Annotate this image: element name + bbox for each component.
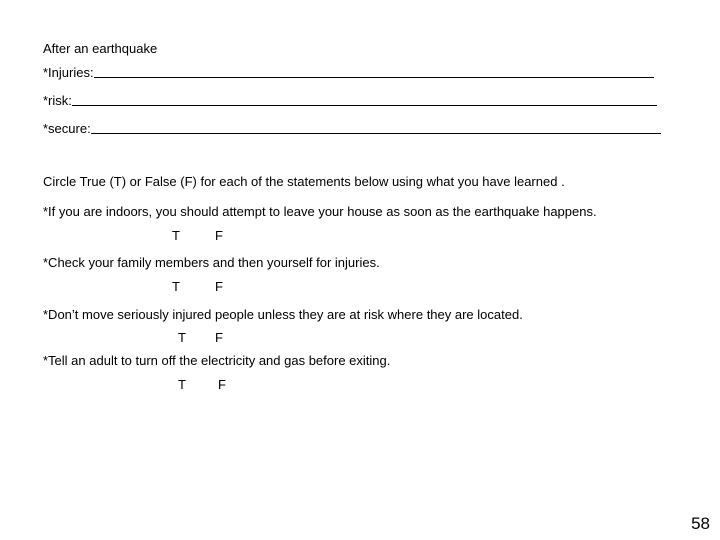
blank-label-secure: *secure: [43,121,91,136]
true-option-4[interactable]: T [178,377,186,392]
false-option-2[interactable]: F [215,279,223,294]
statement-3: *Don’t move seriously injured people unless they are at risk where they are located. [43,307,523,322]
blank-line-secure[interactable] [91,133,661,134]
false-option-3[interactable]: F [215,330,223,345]
blank-line-injuries[interactable] [94,77,654,78]
page-number: 58 [691,514,710,533]
blank-row-risk [43,93,657,109]
blank-label-injuries: *Injuries: [43,65,94,80]
false-option-4[interactable]: F [218,377,226,392]
statement-2: *Check your family members and then yourself for injuries. [43,255,380,270]
statement-1: *If you are indoors, you should attempt to leave your house as soon as the earthquake happens. [43,204,597,219]
true-option-3[interactable]: T [178,330,186,345]
worksheet-title: After an earthquake [43,41,158,56]
blank-row-injuries [43,65,654,81]
true-option-1[interactable]: T [172,228,180,243]
false-option-1[interactable]: F [215,228,223,243]
blank-row-secure [43,121,661,137]
true-option-2[interactable]: T [172,279,180,294]
blank-label-risk: *risk: [43,93,72,108]
statement-4: *Tell an adult to turn off the electricity and gas before exiting. [43,353,391,368]
blank-line-risk[interactable] [72,105,657,106]
instructions: Circle True (T) or False (F) for each of the statements below using what you have learned . [43,174,565,189]
